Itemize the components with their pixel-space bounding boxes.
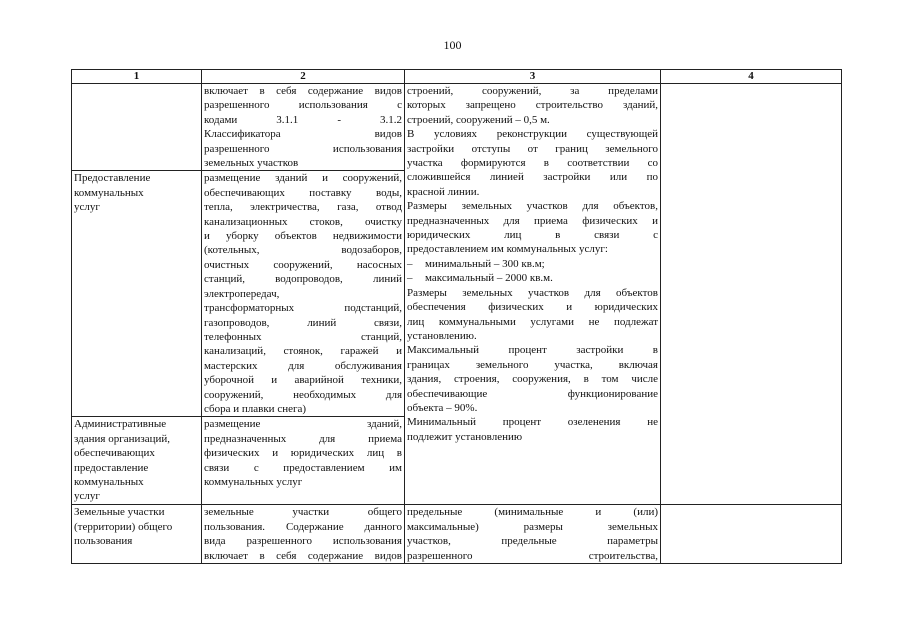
row-4-parameters	[405, 505, 661, 564]
row-3-description	[202, 417, 405, 505]
text-line: сложившейся линией застройки или по	[407, 171, 658, 184]
text-line: границах земельного участка, включая	[407, 358, 658, 371]
text-line: разрешенного использования	[204, 142, 402, 155]
header-col-3: 3	[405, 70, 661, 84]
col-4-empty	[661, 84, 842, 505]
text-line: Максимальный процент застройки в	[407, 344, 658, 357]
text-line: связи с предоставлением им	[204, 461, 402, 474]
text-line: разрешенного строительства,	[407, 549, 658, 562]
text-line: пользования. Содержание данного	[204, 520, 402, 533]
text-line: тепла, электричества, газа, отвод	[204, 201, 402, 214]
text-line: коммунальных	[74, 475, 144, 488]
text-line: трансформаторных подстанций,	[204, 302, 402, 315]
text-line: Размеры земельных участков для объектов	[407, 286, 658, 299]
table-row	[72, 505, 842, 564]
text-line: Размеры земельных участков для объектов,	[407, 200, 658, 213]
text-line: мастерских для обслуживания	[204, 359, 402, 372]
zoning-table	[71, 69, 842, 564]
text-line: застройки отступы от границ земельного	[407, 142, 658, 155]
text-line: обеспечивающие функционирование	[407, 387, 658, 400]
row-2-use-name	[72, 171, 202, 417]
text-line: и уборку объектов недвижимости	[204, 230, 402, 243]
text-line: коммунальных услуг	[204, 475, 303, 488]
text-line: Предоставление	[74, 172, 151, 185]
text-line: строений, сооружений – 0,5 м.	[407, 113, 550, 126]
row-3-use-name	[72, 417, 202, 505]
text-line: подлежит установлению	[407, 430, 523, 443]
row-4-description	[202, 505, 405, 564]
text-line: канализационных стоков, очистку	[204, 215, 402, 228]
row-4-col-4-empty	[661, 505, 842, 564]
row-1-description	[202, 84, 405, 171]
text-line: предназначенных для приема физических и	[407, 214, 658, 227]
text-line: предназначенных для приема	[204, 432, 402, 445]
list-item	[407, 257, 658, 271]
header-col-2: 2	[202, 70, 405, 84]
dash-bullet-icon: –	[407, 272, 413, 285]
text-line: вида разрешенного использования	[204, 535, 402, 548]
text-line: которых запрещено строительство зданий,	[407, 99, 658, 112]
text-line: объекта – 90%.	[407, 401, 478, 414]
text-line: Минимальный процент озеленения не	[407, 416, 658, 429]
list-item	[407, 271, 658, 285]
text-line: установлению.	[407, 329, 477, 342]
text-line: кодами 3.1.1 - 3.1.2	[204, 113, 402, 126]
header-col-1: 1	[72, 70, 202, 84]
text-line: обеспечивающих	[74, 447, 155, 460]
text-line: телефонных станций,	[204, 330, 402, 343]
text-line: газопроводов, линий связи,	[204, 316, 402, 329]
text-line: обеспечения физических и юридических	[407, 301, 658, 314]
text-line: (территории) общего	[74, 520, 173, 533]
text-line: строений, сооружений, за пределами	[407, 85, 658, 97]
row-4-use-name	[72, 505, 202, 564]
table-row	[72, 84, 842, 171]
list-item-text: минимальный – 300 кв.м;	[425, 257, 545, 270]
header-row	[72, 70, 842, 84]
text-line: красной линии.	[407, 185, 480, 198]
text-line: включает в себя содержание видов	[204, 549, 402, 562]
text-line: очистных сооружений, насосных	[204, 258, 402, 271]
text-line: разрешенного использования с	[204, 99, 402, 112]
text-line: юридических лиц в связи с	[407, 229, 658, 242]
text-line: здания организаций,	[74, 432, 171, 445]
text-line: уборочной и аварийной техники,	[204, 374, 402, 387]
text-line: Земельные участки	[74, 506, 165, 519]
text-line: (котельных, водозаборов,	[204, 244, 402, 257]
text-line: лиц коммунальными услугами не подлежат	[407, 315, 658, 328]
text-line: предоставлением им коммунальных услуг:	[407, 243, 608, 256]
text-line: услуг	[74, 490, 100, 503]
text-line: обеспечивающих поставку воды,	[204, 186, 402, 199]
text-line: участка формируются в соответствии со	[407, 157, 658, 170]
text-line: сбора и плавки снега)	[204, 402, 307, 415]
list-item-text: максимальный – 2000 кв.м.	[425, 272, 553, 285]
text-line: здания, строения, сооружения, в том числе	[407, 373, 658, 386]
text-line: станций, водопроводов, линий	[204, 273, 402, 286]
text-line: максимальные) размеры земельных	[407, 520, 658, 533]
text-line: В условиях реконструкции существующей	[407, 128, 658, 141]
text-line: канализаций, стоянок, гаражей и	[204, 345, 402, 358]
text-line: Административные	[74, 418, 167, 431]
dash-bullet-icon: –	[407, 257, 413, 270]
text-line: размещение зданий,	[204, 418, 402, 431]
text-line: предельные (минимальные и (или)	[407, 506, 658, 519]
text-line: сооружений, необходимых для	[204, 388, 402, 401]
text-line: услуг	[74, 201, 100, 214]
text-line: пользования	[74, 535, 133, 548]
text-line: земельных участков	[204, 157, 299, 170]
header-col-4: 4	[661, 70, 842, 84]
row-2-description	[202, 171, 405, 417]
text-line: физических и юридических лиц в	[204, 447, 402, 460]
text-line: Классификатора видов	[204, 128, 402, 141]
page-number: 100	[443, 38, 462, 52]
text-line: предоставление	[74, 461, 149, 474]
text-line: коммунальных	[74, 186, 144, 199]
text-line: включает в себя содержание видов	[204, 85, 402, 97]
text-line: участков, предельные параметры	[407, 535, 658, 548]
text-line: электропередач,	[204, 287, 280, 300]
row-1-use-name	[72, 84, 202, 171]
text-line: земельные участки общего	[204, 506, 402, 519]
parameters-cell	[405, 84, 661, 505]
text-line: размещение зданий и сооружений,	[204, 172, 402, 185]
